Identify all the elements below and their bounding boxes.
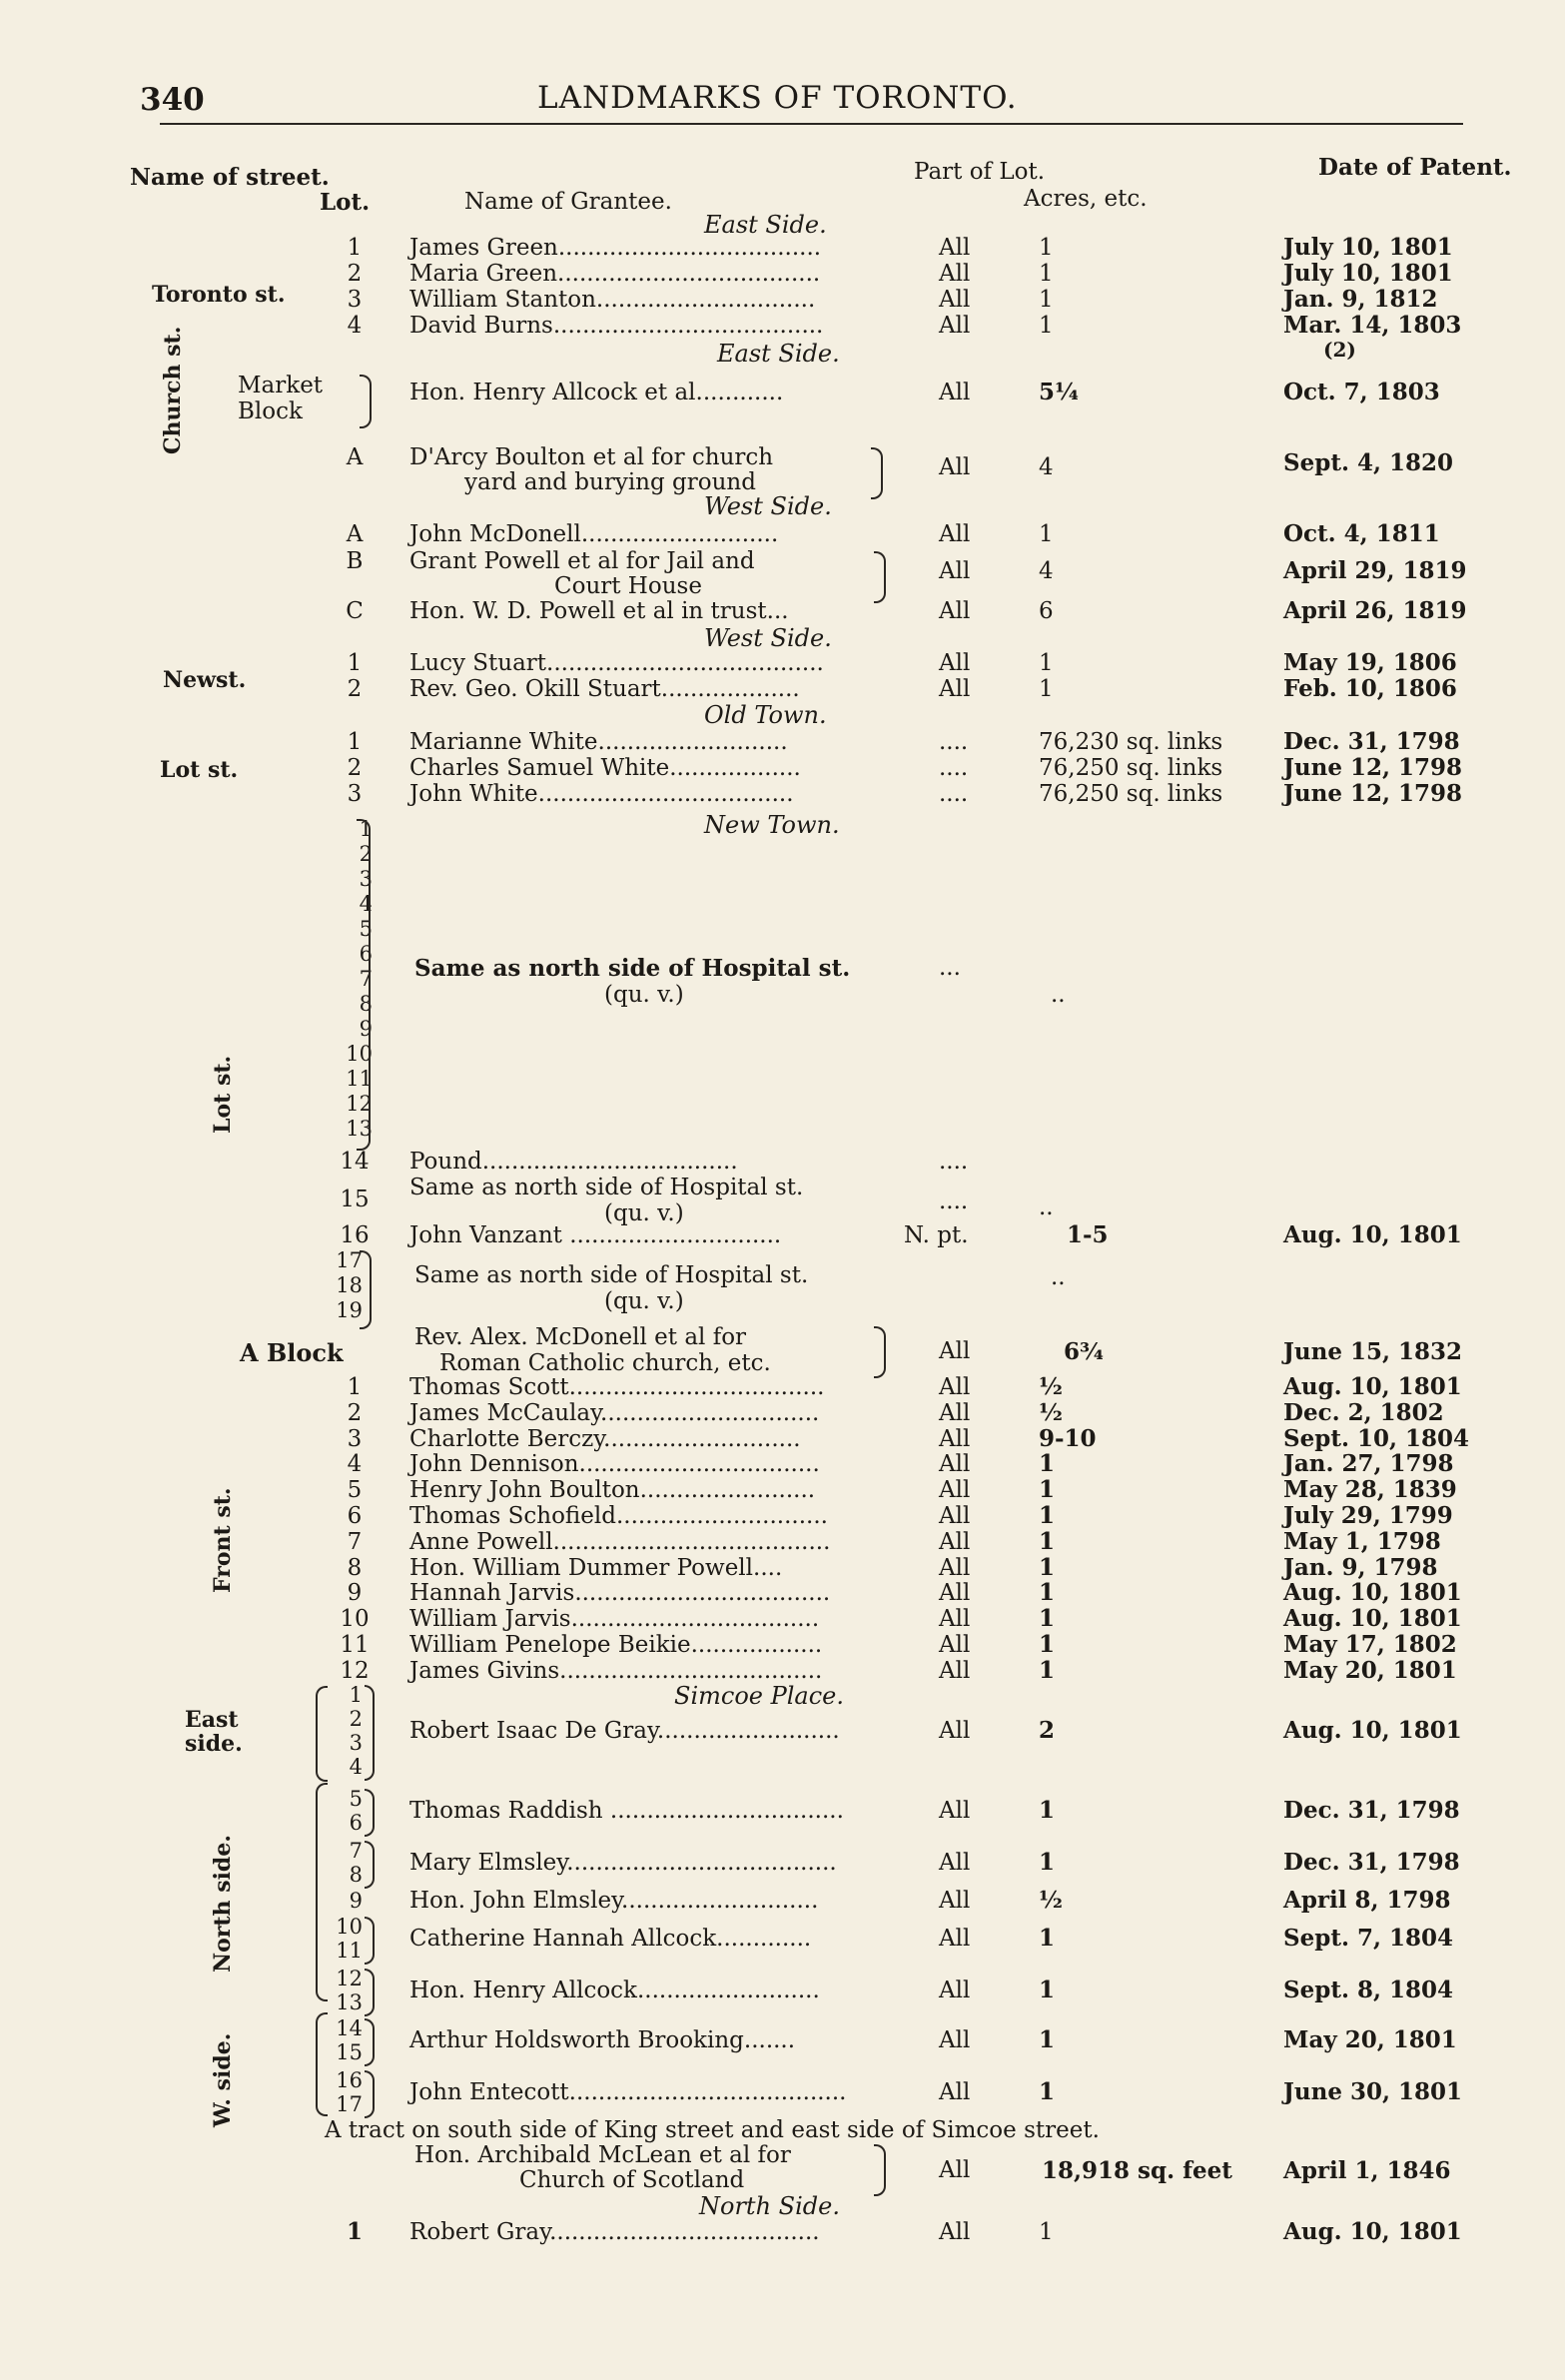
street-label-wside: W. side. bbox=[210, 2032, 236, 2127]
table-row: 3 Charlotte Berczy........................... All 9-10 Sept. 10, 1804 bbox=[347, 1424, 1469, 1452]
lot-number: 5 bbox=[349, 1787, 363, 1811]
lot-number: 12 bbox=[336, 1967, 363, 1990]
table-row: 2 Charles Samuel White.................. .... 76,250 sq. links June 12, 1798 bbox=[347, 754, 1463, 781]
table-row: 2 Maria Green.................................... All 1 July 10, 1801 bbox=[347, 260, 1453, 287]
lot-number: 8 bbox=[359, 992, 373, 1016]
table-row: B Grant Powell et al for Jail and All 4 April 29, 1819 bbox=[346, 548, 1467, 584]
page-number: 340 bbox=[140, 82, 205, 118]
grantee-ablock-2: Roman Catholic church, etc. bbox=[439, 1350, 771, 1376]
brace bbox=[365, 1789, 375, 1837]
lot-number: 3 bbox=[359, 867, 373, 891]
ablock-date: June 15, 1832 bbox=[1283, 1338, 1463, 1365]
street-label-lotst-vertical: Lot st. bbox=[210, 1055, 236, 1134]
col-grantee-header: Name of Grantee. bbox=[464, 189, 672, 215]
table-row: 6 Thomas Schofield............................. All 1 July 29, 1799 bbox=[347, 1502, 1453, 1529]
page-title: LANDMARKS OF TORONTO. bbox=[537, 80, 1018, 116]
ablock-acres: 6¾ bbox=[1064, 1338, 1104, 1365]
brace bbox=[874, 2144, 886, 2196]
street-label-eastside: East side. bbox=[185, 1707, 243, 1757]
lot-number: 15 bbox=[336, 2040, 363, 2064]
lot-number: 18 bbox=[336, 1273, 363, 1297]
lot-number: 11 bbox=[346, 1067, 373, 1091]
table-row: Hon. John Elmsley........................... All ½ April 8, 1798 bbox=[409, 1887, 1451, 1914]
header-rule bbox=[160, 123, 1463, 125]
table-row: 4 John Dennison................................. All 1 Jan. 27, 1798 bbox=[347, 1450, 1454, 1478]
table-row: 1 Thomas Scott................................... All ½ Aug. 10, 1801 bbox=[347, 1373, 1462, 1400]
lot-number: 7 bbox=[359, 967, 373, 991]
lot-number: 11 bbox=[336, 1939, 363, 1963]
street-label-toronto: Toronto st. bbox=[152, 282, 286, 308]
quv-note: (qu. v.) bbox=[604, 1288, 684, 1314]
table-row: 1 James Green.................................... All 1 July 10, 1801 bbox=[347, 234, 1453, 261]
table-row: 1 Marianne White.......................... .... 76,230 sq. links Dec. 31, 1798 bbox=[347, 728, 1460, 755]
lot-number: 1 bbox=[359, 817, 373, 841]
section-heading: Simcoe Place. bbox=[674, 1682, 845, 1710]
quv-note: (qu. v.) bbox=[604, 982, 684, 1008]
col-part-header: Part of Lot. bbox=[914, 159, 1046, 185]
section-heading: North Side. bbox=[699, 2192, 840, 2220]
table-row: Robert Isaac De Gray......................... All 2 Aug. 10, 1801 bbox=[409, 1717, 1462, 1744]
table-row: Catherine Hannah Allcock............. All 1 Sept. 7, 1804 bbox=[409, 1925, 1453, 1952]
street-label-church: Church st. bbox=[160, 326, 186, 454]
ablock-part: All bbox=[939, 1338, 971, 1364]
table-row: 1 Lucy Stuart...................................... All 1 May 19, 1806 bbox=[347, 649, 1457, 676]
table-row: 4 David Burns..................................... All 1 Mar. 14, 1803 bbox=[347, 312, 1462, 339]
tract-heading: A tract on south side of King street and east side of Simcoe street. bbox=[325, 2117, 1100, 2143]
lot-number: 16 bbox=[336, 2068, 363, 2092]
section-heading: West Side. bbox=[704, 492, 832, 520]
section-heading: New Town. bbox=[704, 811, 840, 839]
quv-dots: .. bbox=[1051, 982, 1066, 1008]
table-row: 3 William Stanton.............................. All 1 Jan. 9, 1812 bbox=[347, 286, 1438, 313]
table-row: C Hon. W. D. Powell et al in trust... All 6 April 26, 1819 bbox=[346, 597, 1467, 624]
lot-number: 17 bbox=[336, 2092, 363, 2116]
brace bbox=[357, 819, 371, 1151]
lot-number: 2 bbox=[359, 842, 373, 866]
same-as-note: Same as north side of Hospital st. bbox=[414, 955, 851, 982]
grantee-continuation: Court House bbox=[554, 573, 702, 599]
lot-number: 9 bbox=[349, 1889, 363, 1913]
table-row: 2 James McCaulay.............................. All ½ Dec. 2, 1802 bbox=[347, 1398, 1444, 1426]
col-date-header: Date of Patent. bbox=[1318, 154, 1512, 181]
lot-number: 6 bbox=[349, 1811, 363, 1835]
lot-number: 10 bbox=[346, 1042, 373, 1066]
table-row: Hon. Henry Allcock......................... All 1 Sept. 8, 1804 bbox=[409, 1977, 1453, 2003]
brace bbox=[365, 1841, 375, 1889]
lot-number: 3 bbox=[349, 1731, 363, 1755]
table-row: John Entecott...................................... All 1 June 30, 1801 bbox=[409, 2078, 1463, 2105]
table-row: 9 Hannah Jarvis................................... All 1 Aug. 10, 1801 bbox=[347, 1579, 1462, 1607]
street-label-market: Market Block bbox=[238, 373, 324, 424]
lot-number: 9 bbox=[359, 1017, 373, 1041]
lot-number: 5 bbox=[359, 917, 373, 941]
lot-number: 13 bbox=[346, 1117, 373, 1141]
brace bbox=[874, 1326, 886, 1378]
street-label-front: Front st. bbox=[210, 1487, 236, 1593]
grantee-continuation: yard and burying ground bbox=[464, 469, 756, 495]
table-row: 5 Henry John Boulton........................ All 1 May 28, 1839 bbox=[347, 1476, 1457, 1504]
table-row: A John McDonell........................... All 1 Oct. 4, 1811 bbox=[346, 520, 1440, 547]
section-heading: East Side. bbox=[704, 211, 827, 239]
tract-acres: 18,918 sq. feet bbox=[1042, 2157, 1232, 2184]
brace bbox=[874, 551, 886, 603]
lot-number: 1 bbox=[349, 1683, 363, 1707]
lot-number: 2 bbox=[349, 1707, 363, 1731]
tract-grantee-1: Hon. Archibald McLean et al for bbox=[414, 2142, 791, 2168]
section-heading: Old Town. bbox=[704, 701, 827, 729]
section-heading: West Side. bbox=[704, 624, 832, 652]
lot-number: 13 bbox=[336, 1990, 363, 2014]
lot-number: 19 bbox=[336, 1298, 363, 1322]
date-note: (2) bbox=[1323, 338, 1356, 362]
quv-note: (qu. v.) bbox=[604, 1200, 684, 1226]
table-row: 10 William Jarvis.................................. All 1 Aug. 10, 1801 bbox=[340, 1605, 1462, 1633]
brace bbox=[365, 1969, 375, 2016]
grantee-ablock-1: Rev. Alex. McDonell et al for bbox=[414, 1324, 747, 1350]
street-label-newst: Newst. bbox=[163, 667, 247, 693]
table-row: Arthur Holdsworth Brooking....... All 1 May 20, 1801 bbox=[409, 2026, 1457, 2053]
lot-number: 12 bbox=[346, 1092, 373, 1116]
table-row: 2 Rev. Geo. Okill Stuart................... All 1 Feb. 10, 1806 bbox=[347, 675, 1457, 702]
lot-number: 10 bbox=[336, 1915, 363, 1939]
lot-number: 4 bbox=[349, 1755, 363, 1779]
brace bbox=[871, 447, 883, 499]
street-label-northside: North side. bbox=[210, 1835, 236, 1973]
tract-part: All bbox=[939, 2157, 971, 2183]
brace bbox=[365, 2018, 375, 2066]
brace bbox=[365, 2070, 375, 2118]
same-as-note: Same as north side of Hospital st. bbox=[414, 1262, 809, 1288]
table-row: 14 Pound................................... .... bbox=[340, 1149, 969, 1175]
table-row: 7 Anne Powell...................................... All 1 May 1, 1798 bbox=[347, 1527, 1441, 1555]
lot-number: 17 bbox=[336, 1248, 363, 1272]
same-as-dots: ... bbox=[939, 955, 961, 981]
table-row: Mary Elmsley..................................... All 1 Dec. 31, 1798 bbox=[409, 1849, 1460, 1876]
table-row: 8 Hon. William Dummer Powell.... All 1 Jan. 9, 1798 bbox=[347, 1553, 1438, 1581]
lot-number: 4 bbox=[359, 892, 373, 916]
table-row: 16 John Vanzant ............................. N. pt. 1-5 Aug. 10, 1801 bbox=[340, 1221, 1462, 1248]
brace bbox=[365, 1917, 375, 1965]
lot-number: 6 bbox=[359, 942, 373, 966]
table-row: 15 Same as north side of Hospital st. .... .. bbox=[340, 1175, 1054, 1220]
lot-number: 7 bbox=[349, 1839, 363, 1863]
brace bbox=[365, 1685, 375, 1781]
table-row: Thomas Raddish ................................ All 1 Dec. 31, 1798 bbox=[409, 1797, 1460, 1824]
lot-number: 8 bbox=[349, 1863, 363, 1887]
table-row: Hon. Henry Allcock et al............ All 5¼ Oct. 7, 1803 bbox=[409, 379, 1440, 405]
section-heading: East Side. bbox=[717, 340, 840, 368]
tract-date: April 1, 1846 bbox=[1283, 2157, 1451, 2184]
col-acres-header: Acres, etc. bbox=[1024, 186, 1148, 212]
lot-number: 14 bbox=[336, 2016, 363, 2040]
table-row: 1 Robert Gray..................................... All 1 Aug. 10, 1801 bbox=[346, 2218, 1462, 2245]
street-label-ablock: A Block bbox=[240, 1338, 344, 1367]
tract-grantee-2: Church of Scotland bbox=[519, 2167, 745, 2193]
brace bbox=[360, 1250, 372, 1329]
table-row: 12 James Givins.................................... All 1 May 20, 1801 bbox=[340, 1656, 1457, 1684]
table-row: A D'Arcy Boulton et al for church All 4 Sept. 4, 1820 bbox=[346, 444, 1453, 480]
col-street-header: Name of street. bbox=[130, 164, 330, 191]
col-lot-header: Lot. bbox=[320, 189, 371, 216]
table-row: 11 William Penelope Beikie.................. All 1 May 17, 1802 bbox=[340, 1631, 1457, 1658]
street-label-lotst: Lot st. bbox=[160, 757, 239, 783]
same-as-dots: .. bbox=[1051, 1264, 1066, 1290]
table-row: 3 John White................................... .... 76,250 sq. links June 12, 1798 bbox=[347, 780, 1463, 807]
